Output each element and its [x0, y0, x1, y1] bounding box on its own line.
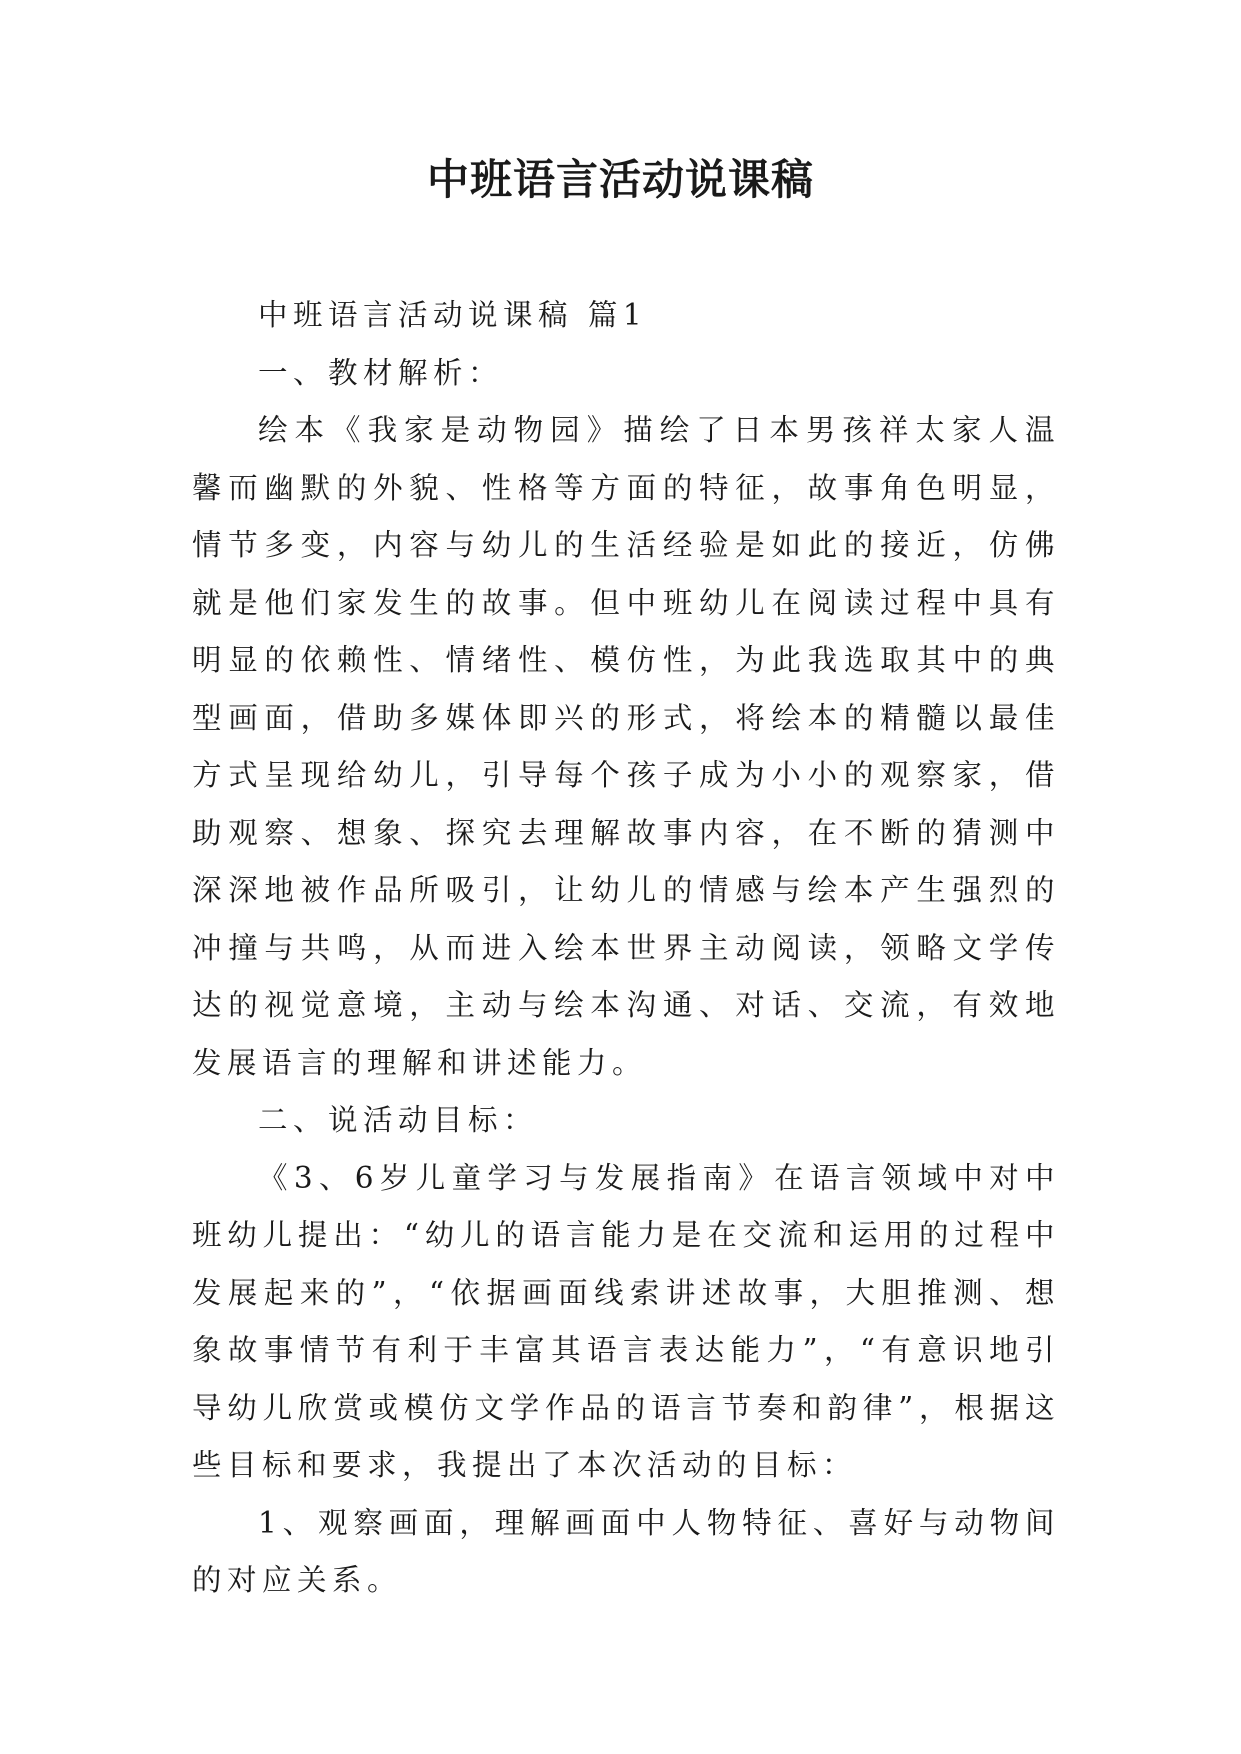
document-title: 中班语言活动说课稿 [426, 155, 814, 204]
paragraph-analysis: 绘本《我家是动物园》描绘了日本男孩祥太家人温馨而幽默的外貌、性格等方面的特征，故事角色明显，情节多变，内容与幼儿的生活经验是如此的接近，仿佛就是他们家发生的故事。但中班幼儿在阅读过程中具有明显的依赖性、情绪性、模仿性，为此我选取其中的典型画面，借助多媒体即兴的形式，将绘本的精髓以最佳方式呈现给幼儿，引导每个孩子成为小小的观察家，借助观察、想象、探究去理解故事内容，在不断的猜测中深深地被作品所吸引，让幼儿的情感与绘本产生强烈的冲撞与共鸣，从而进入绘本世界主动阅读，领略文学传达的视觉意境，主动与绘本沟通、对话、交流，有效地发展语言的理解和讲述能力。 [192, 413, 1060, 1080]
section-heading-goals: 二、说活动目标： [258, 1103, 539, 1137]
list-item-goal-1: 1、观察画面，理解画面中人物特征、喜好与动物间的对应关系。 [192, 1505, 1060, 1597]
document-body [192, 287, 1060, 1610]
section-heading-analysis: 一、教材解析： [258, 355, 504, 390]
paragraph-goals: 《3、6岁儿童学习与发展指南》在语言领域中对中班幼儿提出：“幼儿的语言能力是在交流和运用的过程中发展起来的”，“依据画面线索讲述故事，大胆推测、想象故事情节有利于丰富其语言表达能力”，“有意识地引导幼儿欣赏或模仿文学作品的语言节奏和韵律”，根据这些目标和要求，我提出了本次活动的目标： [192, 1160, 1060, 1482]
section-heading-lesson: 中班语言活动说课稿 篇1 [258, 298, 648, 332]
